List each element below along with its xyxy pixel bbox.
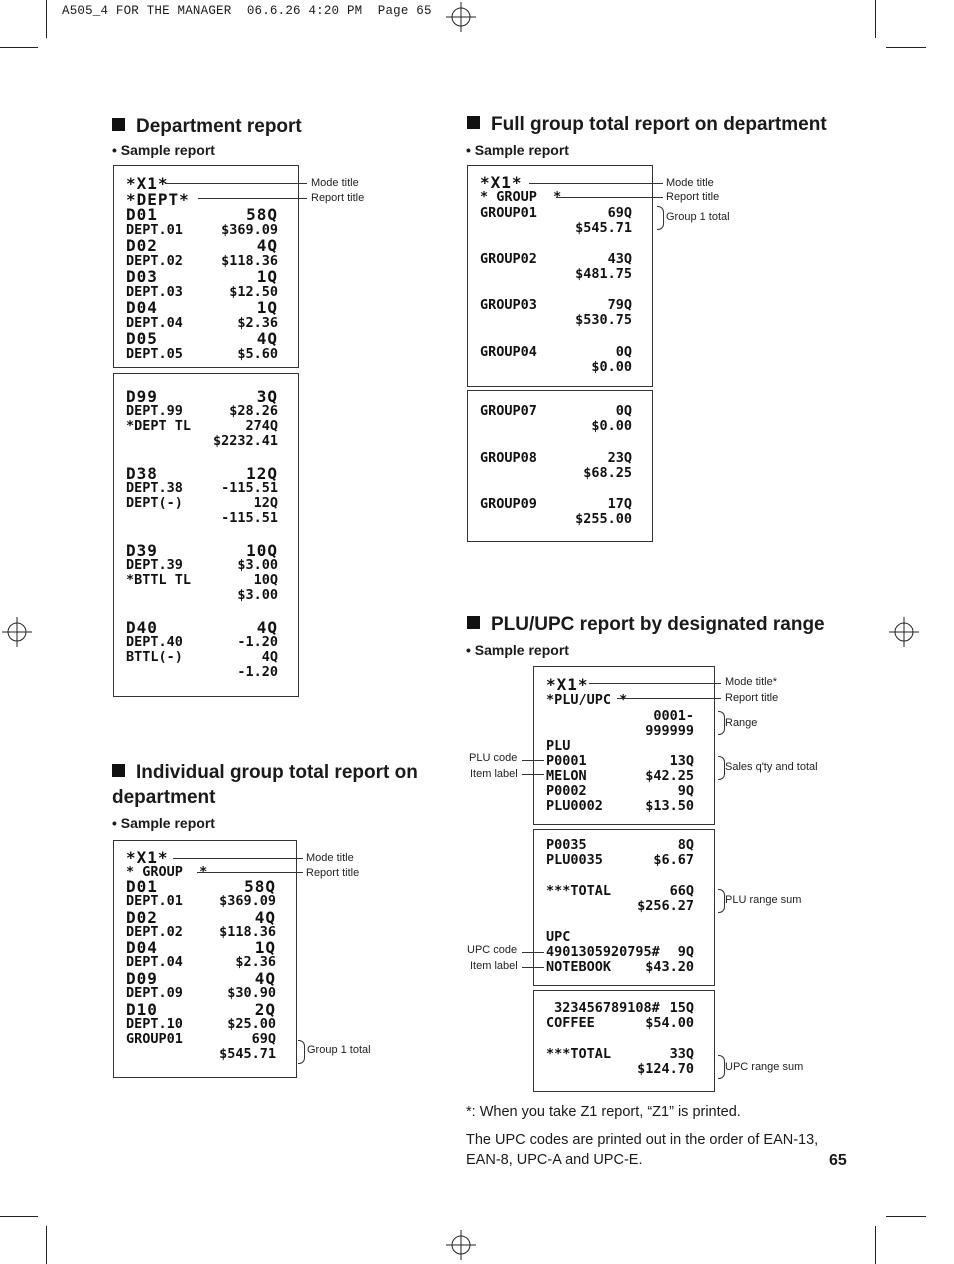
square-bullet-icon — [467, 116, 480, 129]
receipt-line — [546, 930, 694, 945]
receipt-line-value: 17Q — [607, 496, 632, 512]
receipt-line-label: BTTL(-) — [126, 649, 183, 665]
receipt-line-value: $25.00 — [227, 1016, 276, 1032]
sample-report-label: • Sample report — [112, 815, 215, 831]
receipt-line-value: $6.67 — [653, 852, 694, 868]
receipt-line-label: *X1* — [546, 675, 589, 694]
receipt-line — [546, 1001, 694, 1016]
receipt-line — [546, 769, 694, 784]
receipt-line-label: D03 — [126, 267, 158, 286]
receipt-line-value: $118.36 — [219, 924, 276, 940]
receipt-line-value: $369.09 — [221, 222, 278, 238]
receipt-line-value: 10Q — [246, 541, 278, 560]
receipt-line — [126, 511, 278, 526]
receipt-line-value: 9Q — [677, 783, 694, 799]
receipt-line-label: GROUP09 — [480, 496, 537, 512]
receipt-line-label: GROUP01 — [126, 1031, 183, 1047]
receipt-line — [480, 267, 632, 282]
receipt-line-value: $43.20 — [645, 959, 694, 975]
receipt-line-label: *X1* — [126, 848, 169, 867]
receipt-line-value: $530.75 — [575, 312, 632, 328]
receipt-line — [546, 1047, 694, 1062]
receipt-line-label: PLU — [546, 738, 571, 754]
receipt-line-label: *PLU/UPC * — [546, 692, 628, 708]
receipt-line — [126, 300, 278, 316]
receipt-line — [126, 1032, 276, 1047]
receipt-line — [480, 313, 632, 328]
receipt-line-label: D02 — [126, 236, 158, 255]
receipt-line — [480, 404, 632, 419]
receipt-line — [480, 345, 632, 360]
receipt-line — [480, 419, 632, 434]
report-title-label: Report title — [306, 867, 360, 879]
receipt-line-value: 12Q — [246, 464, 278, 483]
asterisk-note: *: When you take Z1 report, “Z1” is printed. — [466, 1104, 741, 1120]
receipt-line — [480, 451, 632, 466]
receipt-line-value: $28.26 — [229, 403, 278, 419]
mode-title-label: Mode title — [311, 177, 359, 189]
receipt-line-value: $3.00 — [237, 557, 278, 573]
receipt-line-label: D99 — [126, 387, 158, 406]
receipt-line-label: GROUP01 — [480, 205, 537, 221]
plu-range-sum-label: PLU range sum — [725, 894, 802, 906]
receipt-line-value: 15Q — [669, 1000, 694, 1016]
receipt-line-value: 4Q — [256, 329, 278, 348]
mode-title-label: Mode title — [666, 177, 714, 189]
receipt-line-value: 58Q — [246, 205, 278, 224]
registration-mark-left — [2, 617, 32, 647]
receipt-line-value: 33Q — [669, 1046, 694, 1062]
receipt-line-value: 13Q — [669, 753, 694, 769]
receipt-line-label: D10 — [126, 1000, 158, 1019]
report-title-label: Report title — [311, 192, 365, 204]
receipt-line-value: 9Q — [677, 944, 694, 960]
receipt-line-value: 66Q — [669, 883, 694, 899]
receipt-line — [480, 252, 632, 267]
receipt-line — [546, 693, 694, 708]
receipt-line-label: 4901305920795# — [546, 944, 660, 960]
receipt-line-label: DEPT.02 — [126, 924, 183, 940]
receipt-line — [126, 665, 278, 680]
receipt-line — [546, 677, 694, 693]
receipt-line-label: D39 — [126, 541, 158, 560]
receipt-line-label: * GROUP * — [480, 189, 562, 205]
receipt-line-label: D09 — [126, 969, 158, 988]
receipt-line-label: D01 — [126, 205, 158, 224]
square-bullet-icon — [112, 764, 125, 777]
receipt-line-value: $12.50 — [229, 284, 278, 300]
receipt-line — [546, 945, 694, 960]
receipt-line-label: DEPT.39 — [126, 557, 183, 573]
receipt-line-label: GROUP07 — [480, 403, 537, 419]
full-receipt-1 — [467, 165, 653, 387]
receipt-line — [546, 853, 694, 868]
receipt-line-label: P0001 — [546, 753, 587, 769]
receipt-line-value: 0Q — [615, 403, 632, 419]
receipt-line — [546, 899, 694, 914]
receipt-line — [126, 558, 278, 573]
receipt-line-label: PLU0035 — [546, 852, 603, 868]
print-header: A505_4 FOR THE MANAGER 06.6.26 4:20 PM Page 65 — [62, 4, 432, 18]
receipt-line — [126, 238, 278, 254]
dept-receipt-2 — [113, 373, 299, 697]
receipt-line-value: 8Q — [677, 837, 694, 853]
receipt-line-label: *BTTL TL — [126, 572, 192, 588]
receipt-line-value: $30.90 — [227, 985, 276, 1001]
receipt-line-value: $545.71 — [219, 1046, 276, 1062]
section-title-department-report: Department report — [112, 114, 302, 139]
group-total-brace — [657, 206, 664, 230]
receipt-line — [546, 884, 694, 899]
indiv-receipt — [113, 840, 297, 1078]
receipt-line-value: $42.25 — [645, 768, 694, 784]
mode-title-label: Mode title — [306, 852, 354, 864]
receipt-line — [126, 434, 278, 449]
plu-receipt-1 — [533, 666, 715, 825]
receipt-line-value: $118.36 — [221, 253, 278, 269]
group-total-label: Group 1 total — [666, 211, 730, 223]
receipt-line — [126, 573, 278, 588]
receipt-line-value: $369.09 — [219, 893, 276, 909]
upc-range-sum-brace — [718, 1055, 725, 1079]
receipt-line-value: -1.20 — [237, 634, 278, 650]
receipt-line-label: ***TOTAL — [546, 883, 612, 899]
receipt-line-label: D38 — [126, 464, 158, 483]
dept-receipt-1 — [113, 165, 299, 368]
receipt-line — [480, 221, 632, 236]
receipt-line-value: 12Q — [253, 495, 278, 511]
receipt-line-label: DEPT.03 — [126, 284, 183, 300]
receipt-line-value: $2.36 — [235, 954, 276, 970]
receipt-line-value: $54.00 — [645, 1015, 694, 1031]
receipt-line — [126, 955, 276, 970]
receipt-line — [480, 512, 632, 527]
receipt-line-label: PLU0002 — [546, 798, 603, 814]
receipt-line — [126, 986, 276, 1001]
receipt-line — [546, 754, 694, 769]
receipt-line-value: 23Q — [607, 450, 632, 466]
receipt-line — [546, 799, 694, 814]
receipt-line-value: -115.51 — [221, 480, 278, 496]
range-brace — [718, 711, 725, 735]
receipt-line-label: DEPT.02 — [126, 253, 183, 269]
receipt-line-label: DEPT.10 — [126, 1016, 183, 1032]
receipt-line-label: DEPT.99 — [126, 403, 183, 419]
receipt-line-value: 999999 — [645, 723, 694, 739]
receipt-line-label: P0002 — [546, 783, 587, 799]
upc-range-sum-label: UPC range sum — [725, 1061, 804, 1073]
receipt-line — [126, 207, 278, 223]
receipt-line — [480, 497, 632, 512]
section-title-full-group: Full group total report on department — [467, 112, 827, 137]
receipt-line-value: $2232.41 — [212, 433, 278, 449]
receipt-line-value: $0.00 — [591, 418, 632, 434]
registration-mark-top — [446, 2, 476, 32]
receipt-line-label: GROUP04 — [480, 344, 537, 360]
receipt-line-value: $0.00 — [591, 359, 632, 375]
receipt-line — [546, 1016, 694, 1031]
receipt-line-value: 0Q — [615, 344, 632, 360]
receipt-line-label: DEPT.09 — [126, 985, 183, 1001]
receipt-line — [126, 481, 278, 496]
receipt-line-label: DEPT.04 — [126, 954, 183, 970]
receipt-line-label: DEPT.01 — [126, 222, 183, 238]
receipt-line — [480, 360, 632, 375]
receipt-line-value: 10Q — [253, 572, 278, 588]
report-title-label: Report title — [725, 692, 779, 704]
receipt-line-label: DEPT.01 — [126, 893, 183, 909]
receipt-line-label: P0035 — [546, 837, 587, 853]
page-number: 65 — [829, 1152, 847, 1169]
group-total-brace — [298, 1040, 305, 1064]
receipt-line-value: 4Q — [256, 236, 278, 255]
receipt-line-label: *X1* — [480, 173, 523, 192]
receipt-line-label: * GROUP * — [126, 864, 208, 880]
receipt-line — [126, 894, 276, 909]
receipt-line-label: D02 — [126, 908, 158, 927]
receipt-line-value: 0001- — [653, 708, 694, 724]
receipt-line-label: DEPT.05 — [126, 346, 183, 362]
receipt-line-value: 79Q — [607, 297, 632, 313]
sales-qty-total-label: Sales q'ty and total — [725, 761, 818, 773]
receipt-line — [480, 298, 632, 313]
receipt-line-value: $68.25 — [583, 465, 632, 481]
receipt-line-value: -115.51 — [221, 510, 278, 526]
item-label-label: Item label — [470, 768, 518, 780]
receipt-line-value: $481.75 — [575, 266, 632, 282]
receipt-line-value: $124.70 — [637, 1061, 694, 1077]
receipt-line — [126, 331, 278, 347]
receipt-line-value: 58Q — [244, 877, 276, 896]
receipt-line-value: $255.00 — [575, 511, 632, 527]
receipt-line-value: 3Q — [256, 387, 278, 406]
receipt-line-value: 1Q — [254, 938, 276, 957]
receipt-line-label: DEPT.04 — [126, 315, 183, 331]
upc-code-label: UPC code — [467, 944, 518, 956]
receipt-line-value: $13.50 — [645, 798, 694, 814]
receipt-line-label: D04 — [126, 938, 158, 957]
receipt-line-label: DEPT.38 — [126, 480, 183, 496]
receipt-line-value: 4Q — [256, 618, 278, 637]
section-title-individual-group: Individual group total report on department — [112, 762, 418, 808]
sample-report-label: • Sample report — [466, 642, 569, 658]
receipt-line — [126, 419, 278, 434]
receipt-line-label: D04 — [126, 298, 158, 317]
receipt-line-value: $3.00 — [237, 587, 278, 603]
receipt-line-label: GROUP03 — [480, 297, 537, 313]
receipt-line — [126, 635, 278, 650]
plu-code-label: PLU code — [469, 752, 518, 764]
receipt-line-label: D40 — [126, 618, 158, 637]
section-title-plu-upc: PLU/UPC report by designated range — [467, 612, 825, 637]
receipt-line — [546, 960, 694, 975]
receipt-line — [546, 724, 694, 739]
receipt-line — [546, 739, 694, 754]
receipt-line — [126, 404, 278, 419]
receipt-line-value: $5.60 — [237, 346, 278, 362]
receipt-line — [126, 588, 278, 603]
square-bullet-icon — [467, 616, 480, 629]
receipt-line — [126, 1047, 276, 1062]
report-title-label: Report title — [666, 191, 720, 203]
receipt-line-label: *DEPT* — [126, 190, 190, 209]
receipt-line-value: $256.27 — [637, 898, 694, 914]
receipt-line-value: 4Q — [254, 908, 276, 927]
receipt-line-label: DEPT(-) — [126, 495, 183, 511]
square-bullet-icon — [112, 118, 125, 131]
plu-range-sum-brace — [718, 889, 725, 913]
receipt-line-label: COFFEE — [546, 1015, 595, 1031]
receipt-line — [126, 650, 278, 665]
receipt-line-value: 274Q — [245, 418, 278, 434]
receipt-line-label: ***TOTAL — [546, 1046, 612, 1062]
receipt-line-label: GROUP02 — [480, 251, 537, 267]
receipt-line — [546, 838, 694, 853]
item-label-label-2: Item label — [470, 960, 518, 972]
receipt-line-value: 4Q — [254, 969, 276, 988]
sales-brace — [718, 756, 725, 780]
receipt-line-label: DEPT.40 — [126, 634, 183, 650]
group-total-label: Group 1 total — [307, 1044, 371, 1056]
range-label: Range — [725, 717, 758, 729]
receipt-line — [546, 1062, 694, 1077]
sample-report-label: • Sample report — [466, 142, 569, 158]
receipt-line — [546, 709, 694, 724]
receipt-line-value: 69Q — [607, 205, 632, 221]
receipt-line-label: *X1* — [126, 174, 169, 193]
registration-mark-bottom — [446, 1230, 476, 1260]
mode-title-label: Mode title* — [725, 676, 777, 688]
receipt-line-value: 4Q — [261, 649, 278, 665]
receipt-line-label: *DEPT TL — [126, 418, 192, 434]
receipt-line-value: 43Q — [607, 251, 632, 267]
registration-mark-right — [889, 617, 919, 647]
receipt-line-value: $545.71 — [575, 220, 632, 236]
receipt-line-value: 1Q — [256, 267, 278, 286]
receipt-line-label: UPC — [546, 929, 571, 945]
receipt-line-label: NOTEBOOK — [546, 959, 612, 975]
receipt-line-label: MELON — [546, 768, 587, 784]
receipt-line — [480, 466, 632, 481]
receipt-line — [126, 1017, 276, 1032]
receipt-line-value: 1Q — [256, 298, 278, 317]
receipt-line-label: D05 — [126, 329, 158, 348]
receipt-line — [480, 206, 632, 221]
receipt-line-value: 69Q — [251, 1031, 276, 1047]
sample-report-label: • Sample report — [112, 142, 215, 158]
upc-order-note: The UPC codes are printed out in the order of EAN-13, EAN-8, UPC-A and UPC-E. — [466, 1132, 819, 1168]
plu-receipt-2 — [533, 829, 715, 986]
receipt-line-value: -1.20 — [237, 664, 278, 680]
receipt-line-value: $2.36 — [237, 315, 278, 331]
receipt-line-value: 2Q — [254, 1000, 276, 1019]
receipt-line — [546, 784, 694, 799]
receipt-line — [126, 269, 278, 285]
receipt-line-label: GROUP08 — [480, 450, 537, 466]
plu-receipt-3 — [533, 990, 715, 1092]
receipt-line — [126, 347, 278, 362]
receipt-line-label: 323456789108# — [546, 1000, 660, 1016]
receipt-line-label: D01 — [126, 877, 158, 896]
full-receipt-2 — [467, 390, 653, 542]
receipt-line — [126, 496, 278, 511]
